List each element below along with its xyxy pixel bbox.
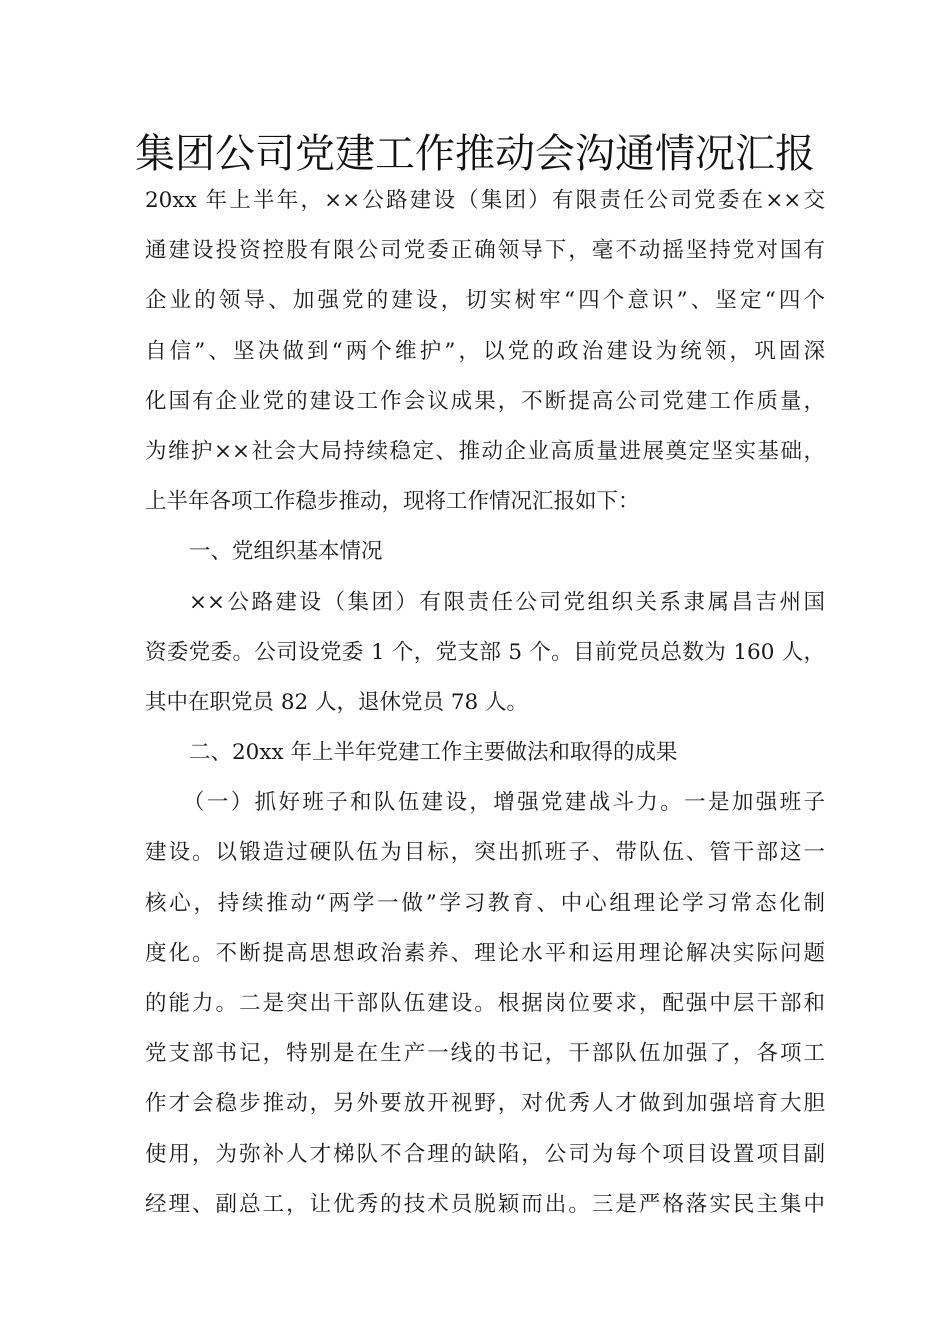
paragraph-line: 资委党委。公司设党委 1 个，党支部 5 个。目前党员总数为 160 人， — [145, 639, 825, 665]
section-heading: 一、党组织基本情况 — [189, 539, 383, 565]
paragraph-line: 企业的领导、加强党的建设，切实树牢“四个意识”、坚定“四个 — [145, 288, 825, 314]
paragraph-line: 度化。不断提高思想政治素养、理论水平和运用理论解决实际问题 — [145, 940, 825, 966]
document-body — [145, 176, 825, 1230]
paragraph-line: 自信”、坚决做到“两个维护”，以党的政治建设为统领，巩固深 — [145, 338, 825, 364]
paragraph-line: 使用，为弥补人才梯队不合理的缺陷，公司为每个项目设置项目副 — [145, 1141, 825, 1167]
paragraph-line: 经理、副总工，让优秀的技术员脱颖而出。三是严格落实民主集中 — [145, 1191, 825, 1217]
paragraph-line: ××公路建设（集团）有限责任公司党组织关系隶属昌吉州国 — [189, 589, 825, 615]
paragraph-line: 党支部书记，特别是在生产一线的书记，干部队伍加强了，各项工 — [145, 1041, 825, 1067]
paragraph-line: 通建设投资控股有限公司党委正确领导下，毫不动摇坚持党对国有 — [145, 238, 825, 264]
paragraph-line: 上半年各项工作稳步推动，现将工作情况汇报如下： — [145, 489, 640, 515]
paragraph-line: 的能力。二是突出干部队伍建设。根据岗位要求，配强中层干部和 — [145, 991, 825, 1016]
paragraph-line: 建设。以锻造过硬队伍为目标，突出抓班子、带队伍、管干部这一 — [145, 840, 825, 866]
paragraph-line: 核心，持续推动“两学一做”学习教育、中心组理论学习常态化制 — [145, 890, 825, 916]
paragraph-line: （一）抓好班子和队伍建设，增强党建战斗力。一是加强班子 — [183, 790, 825, 816]
paragraph-line: 其中在职党员 82 人，退休党员 78 人。 — [145, 689, 529, 715]
paragraph-line: 化国有企业党的建设工作会议成果，不断提高公司党建工作质量， — [145, 388, 825, 414]
paragraph-line: 20xx 年上半年，××公路建设（集团）有限责任公司党委在××交 — [145, 188, 825, 213]
document-title: 集团公司党建工作推动会沟通情况汇报 — [135, 131, 815, 177]
section-heading: 二、20xx 年上半年党建工作主要做法和取得的成果 — [189, 740, 678, 766]
paragraph-line: 作才会稳步推动，另外要放开视野，对优秀人才做到加强培育大胆 — [145, 1091, 825, 1117]
paragraph-line: 为维护××社会大局持续稳定、推动企业高质量进展奠定坚实基础， — [145, 438, 825, 464]
